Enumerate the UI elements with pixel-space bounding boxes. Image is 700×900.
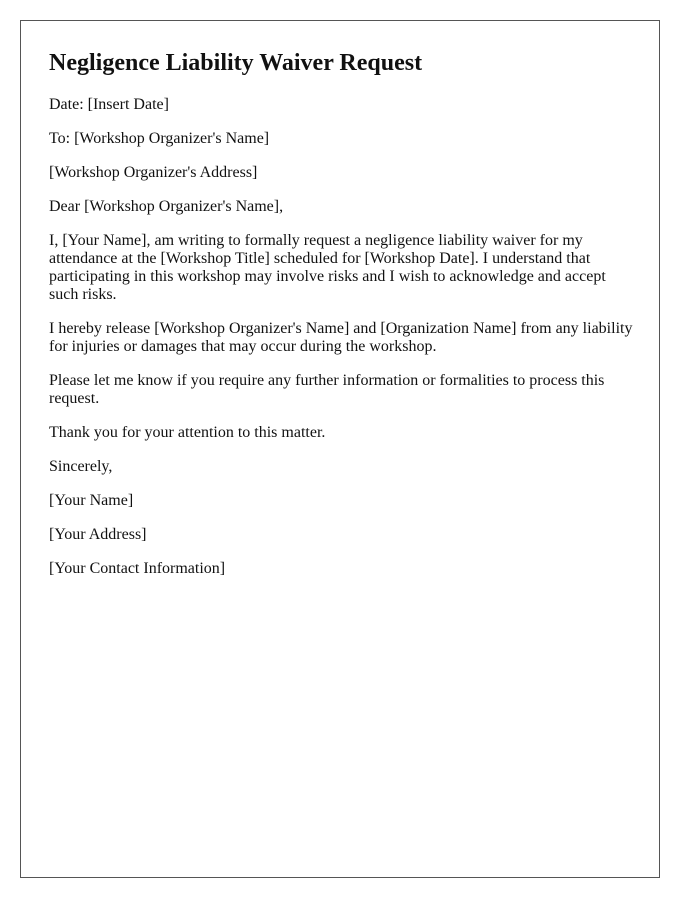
recipient-line: To: [Workshop Organizer's Name] [49,130,270,147]
closing: Sincerely, [49,458,113,475]
thanks-line: Thank you for your attention to this matter. [49,424,326,441]
paragraph-release: I hereby release [Workshop Organizer's Name] and [Organization Name] from any liability for injuries or damages that may occur during the workshop. [49,320,633,355]
letter-title: Negligence Liability Waiver Request [49,50,423,76]
paragraph-request: I, [Your Name], am writing to formally request a negligence liability waiver for my attendance at the [Workshop Title] scheduled for [Workshop Date]. I understand that participating in this workshop may involve risks and I wish to acknowledge and accept such risks. [49,232,606,303]
signature-address: [Your Address] [49,526,147,543]
letter-body [49,47,639,594]
salutation: Dear [Workshop Organizer's Name], [49,198,284,215]
recipient-address: [Workshop Organizer's Address] [49,164,258,181]
letter-page [20,20,660,878]
paragraph-further-info: Please let me know if you require any further information or formalities to process this request. [49,372,605,407]
signature-name: [Your Name] [49,492,134,509]
signature-contact: [Your Contact Information] [49,560,226,577]
date-line: Date: [Insert Date] [49,96,169,113]
